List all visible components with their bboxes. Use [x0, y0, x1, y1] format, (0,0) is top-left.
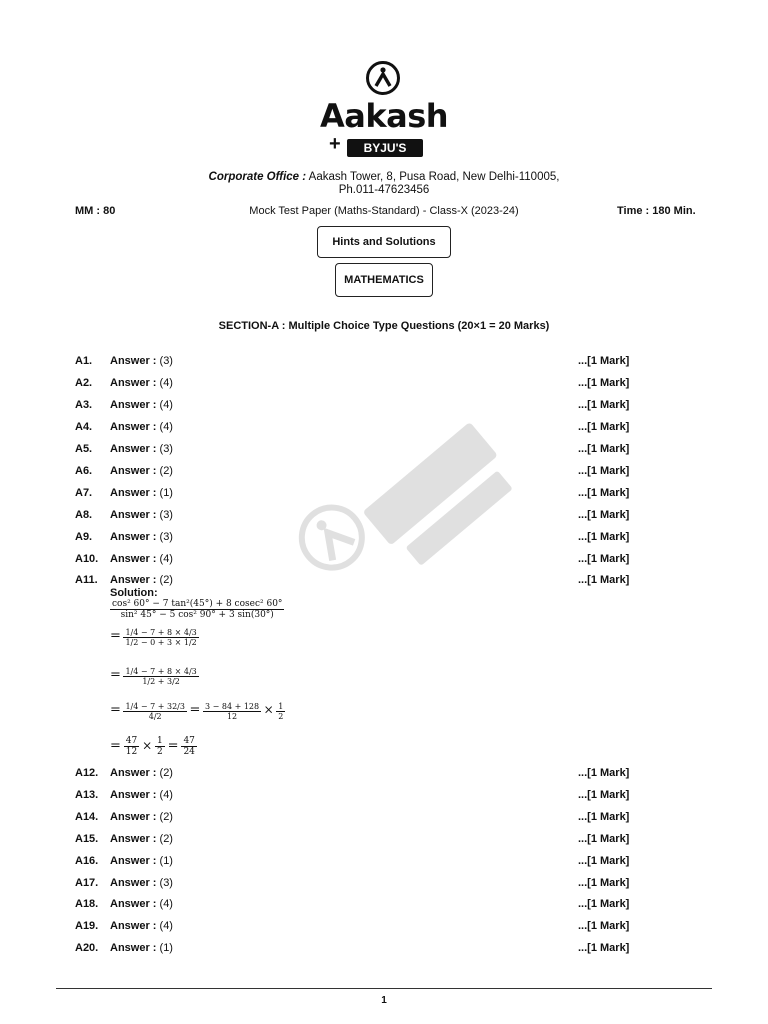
fraction-denominator: 1/2 − 0 + 3 × 1/2 [125, 638, 197, 648]
answer-value: (3) [159, 877, 173, 889]
answer-row [0, 877, 768, 891]
fraction-numerator: 1 [157, 736, 163, 746]
answer-text [110, 767, 173, 780]
answer-label: Answer : [110, 877, 157, 889]
question-number: A8. [75, 509, 93, 521]
paper-title: Mock Test Paper (Maths-Standard) - Class-X (2023-24) [249, 205, 519, 217]
answer-label: Answer : [110, 833, 157, 845]
mark-label: ...[1 Mark] [578, 789, 630, 801]
fraction-numerator: 1/4 − 7 + 8 × 4/3 [125, 628, 197, 637]
corporate-phone: Ph.011-47623456 [338, 184, 430, 196]
equals-sign: = [167, 738, 179, 754]
mark-label: ...[1 Mark] [578, 443, 630, 455]
logo-brand-text: Aakash [319, 97, 449, 135]
answer-row [0, 767, 768, 781]
logo-plus-sign: + [329, 133, 341, 155]
answer-text [110, 855, 173, 868]
answer-label: Answer : [110, 443, 157, 455]
mark-label: ...[1 Mark] [578, 399, 630, 411]
section-a-title: SECTION-A : Multiple Choice Type Questions (20×1 = 20 Marks) [218, 320, 550, 332]
equals-sign: = [110, 628, 121, 644]
answer-text [110, 465, 173, 478]
mark-label: ...[1 Mark] [578, 898, 630, 910]
mark-label: ...[1 Mark] [578, 509, 630, 521]
mark-label: ...[1 Mark] [578, 421, 630, 433]
fraction-denominator: 2 [278, 712, 284, 722]
answer-row [0, 833, 768, 847]
mark-label: ...[1 Mark] [578, 920, 630, 932]
answer-row [0, 898, 768, 912]
answer-value: (4) [159, 421, 173, 433]
fraction-denominator: 2 [157, 747, 163, 758]
answer-label: Answer : [110, 942, 157, 954]
mark-label: ...[1 Mark] [578, 465, 630, 477]
question-number: A1. [75, 355, 93, 367]
answer-row [0, 855, 768, 869]
answer-label: Answer : [110, 465, 157, 477]
fraction-denominator: 4/2 [148, 712, 162, 722]
time-limit: Time : 180 Min. [617, 205, 696, 217]
answer-row [0, 399, 768, 413]
answer-text [110, 920, 173, 933]
answer-row [0, 574, 768, 588]
answer-label: Answer : [110, 767, 157, 779]
answer-label: Answer : [110, 574, 157, 586]
question-number: A10. [75, 553, 99, 565]
mark-label: ...[1 Mark] [578, 553, 630, 565]
logo-partner-badge: BYJU'S [347, 139, 423, 157]
answer-text [110, 789, 173, 802]
question-number: A18. [75, 898, 99, 910]
fraction-denominator: sin² 45° − 5 cos² 90° + 3 sin(30°) [120, 610, 274, 621]
answer-label: Answer : [110, 487, 157, 499]
answer-row [0, 920, 768, 934]
answer-value: (3) [159, 531, 173, 543]
question-number: A20. [75, 942, 99, 954]
answer-value: (3) [159, 509, 173, 521]
answer-label: Answer : [110, 811, 157, 823]
mark-label: ...[1 Mark] [578, 833, 630, 845]
answer-text [110, 443, 173, 456]
answer-row [0, 531, 768, 545]
fraction-numerator: 1/4 − 7 + 8 × 4/3 [125, 667, 197, 676]
equals-sign: = [110, 738, 121, 754]
solution-line-3 [110, 667, 199, 686]
fraction-numerator: 3 − 84 + 128 [204, 702, 260, 711]
answer-label: Answer : [110, 509, 157, 521]
aakash-byjus-logo [317, 60, 451, 160]
mark-label: ...[1 Mark] [578, 855, 630, 867]
answer-value: (4) [159, 920, 173, 932]
answer-text [110, 833, 173, 846]
mark-label: ...[1 Mark] [578, 377, 630, 389]
answer-value: (2) [159, 767, 173, 779]
corporate-office [0, 171, 768, 197]
max-marks: MM : 80 [75, 205, 116, 217]
answer-text [110, 553, 173, 566]
answer-text [110, 531, 173, 544]
fraction-numerator: 47 [183, 736, 195, 746]
answer-value: (4) [159, 898, 173, 910]
hints-solutions-box: Hints and Solutions [317, 226, 451, 258]
mark-label: ...[1 Mark] [578, 355, 630, 367]
fraction-denominator: 12 [125, 747, 138, 758]
mark-label: ...[1 Mark] [578, 767, 630, 779]
answer-row [0, 553, 768, 567]
fraction-numerator: 1/4 − 7 + 32/3 [125, 702, 185, 711]
equals-sign: = [189, 702, 201, 718]
times-sign: × [142, 738, 153, 753]
equals-sign: = [110, 702, 121, 718]
equals-sign: = [110, 667, 121, 683]
answer-text [110, 399, 173, 412]
footer-divider [56, 988, 712, 989]
question-number: A6. [75, 465, 93, 477]
answer-label: Answer : [110, 855, 157, 867]
answer-label: Answer : [110, 421, 157, 433]
answer-row [0, 465, 768, 479]
answer-label: Answer : [110, 920, 157, 932]
answer-row [0, 509, 768, 523]
mark-label: ...[1 Mark] [578, 877, 630, 889]
answer-row [0, 443, 768, 457]
question-number: A9. [75, 531, 93, 543]
answer-text [110, 509, 173, 522]
answer-value: (4) [159, 399, 173, 411]
mark-label: ...[1 Mark] [578, 942, 630, 954]
answer-text [110, 377, 173, 390]
answer-row [0, 811, 768, 825]
solution-line-2 [110, 628, 199, 647]
answer-text [110, 877, 173, 890]
answer-value: (1) [159, 855, 173, 867]
answer-value: (4) [159, 553, 173, 565]
question-number: A16. [75, 855, 99, 867]
question-number: A19. [75, 920, 99, 932]
answer-row [0, 377, 768, 391]
solution-line-5 [110, 736, 197, 758]
answer-text [110, 942, 173, 955]
corporate-label: Corporate Office : [208, 171, 307, 183]
question-number: A3. [75, 399, 93, 411]
question-number: A7. [75, 487, 93, 499]
answer-value: (2) [159, 811, 173, 823]
answer-label: Answer : [110, 355, 157, 367]
answer-row [0, 421, 768, 435]
question-number: A14. [75, 811, 99, 823]
times-sign: × [263, 702, 274, 717]
answer-text [110, 898, 173, 911]
answer-text [110, 421, 173, 434]
answer-row [0, 942, 768, 956]
answer-text [110, 355, 173, 368]
answer-label: Answer : [110, 531, 157, 543]
question-number: A5. [75, 443, 93, 455]
question-number: A17. [75, 877, 99, 889]
solution-line-4 [110, 702, 285, 721]
fraction-denominator: 12 [226, 712, 238, 722]
question-number: A4. [75, 421, 93, 433]
fraction-numerator: cos² 60° − 7 tan²(45°) + 8 cosec² 60° [112, 599, 283, 609]
answer-row [0, 789, 768, 803]
question-number: A11. [75, 574, 98, 586]
answer-label: Answer : [110, 898, 157, 910]
solution-label: Solution: [110, 587, 158, 599]
page-number: 1 [381, 995, 387, 1006]
answer-text [110, 811, 173, 824]
answer-label: Answer : [110, 553, 157, 565]
answer-value: (2) [159, 574, 173, 586]
answer-value: (3) [159, 443, 173, 455]
answer-value: (4) [159, 789, 173, 801]
answer-value: (2) [159, 465, 173, 477]
answer-value: (4) [159, 377, 173, 389]
answer-row [0, 355, 768, 369]
question-number: A15. [75, 833, 99, 845]
fraction-denominator: 1/2 + 3/2 [142, 677, 180, 687]
mark-label: ...[1 Mark] [578, 574, 630, 586]
mark-label: ...[1 Mark] [578, 487, 630, 499]
mark-label: ...[1 Mark] [578, 811, 630, 823]
fraction-numerator: 1 [278, 702, 284, 711]
answer-row [0, 487, 768, 501]
answer-value: (1) [159, 942, 173, 954]
answer-label: Answer : [110, 399, 157, 411]
mark-label: ...[1 Mark] [578, 531, 630, 543]
fraction-denominator: 24 [183, 747, 195, 758]
question-number: A12. [75, 767, 99, 779]
corporate-address: Aakash Tower, 8, Pusa Road, New Delhi-110005, [306, 171, 560, 183]
answer-value: (1) [159, 487, 173, 499]
answer-value: (3) [159, 355, 173, 367]
solution-line-1 [110, 599, 284, 621]
question-number: A2. [75, 377, 93, 389]
question-number: A13. [75, 789, 99, 801]
subject-box: MATHEMATICS [335, 263, 433, 297]
answer-label: Answer : [110, 789, 157, 801]
fraction-numerator: 47 [125, 736, 138, 746]
answer-value: (2) [159, 833, 173, 845]
answer-text [110, 574, 173, 587]
answer-label: Answer : [110, 377, 157, 389]
aakash-emblem-icon [365, 60, 401, 96]
answer-text [110, 487, 173, 500]
